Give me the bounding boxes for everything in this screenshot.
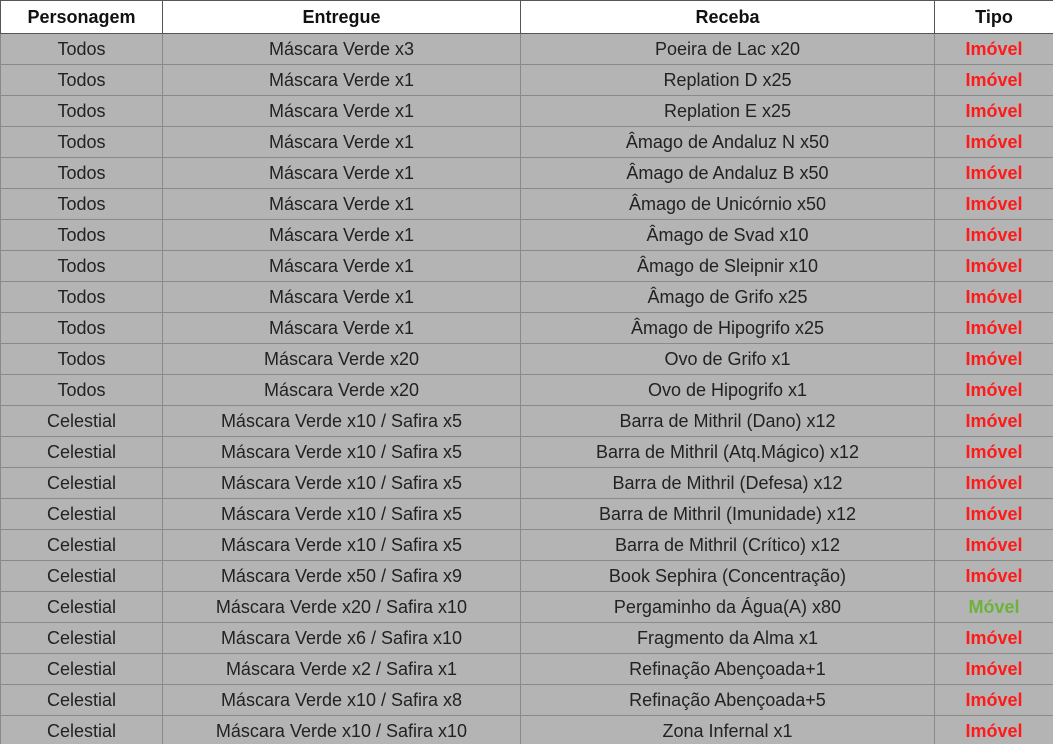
cell-receba: Pergaminho da Água(A) x80	[521, 592, 935, 623]
cell-tipo: Imóvel	[935, 127, 1053, 158]
cell-entregue: Máscara Verde x1	[163, 65, 521, 96]
cell-tipo: Imóvel	[935, 220, 1053, 251]
table-row	[1, 406, 1053, 437]
cell-personagem: Celestial	[1, 499, 163, 530]
cell-tipo: Imóvel	[935, 65, 1053, 96]
cell-receba: Âmago de Hipogrifo x25	[521, 313, 935, 344]
cell-personagem: Todos	[1, 375, 163, 406]
cell-entregue: Máscara Verde x50 / Safira x9	[163, 561, 521, 592]
cell-entregue: Máscara Verde x1	[163, 96, 521, 127]
table-row	[1, 344, 1053, 375]
cell-personagem: Celestial	[1, 406, 163, 437]
cell-personagem: Celestial	[1, 623, 163, 654]
cell-receba: Refinação Abençoada+1	[521, 654, 935, 685]
cell-receba: Fragmento da Alma x1	[521, 623, 935, 654]
table-row	[1, 127, 1053, 158]
cell-entregue: Máscara Verde x10 / Safira x5	[163, 530, 521, 561]
cell-entregue: Máscara Verde x10 / Safira x5	[163, 437, 521, 468]
cell-entregue: Máscara Verde x1	[163, 251, 521, 282]
cell-receba: Zona Infernal x1	[521, 716, 935, 744]
cell-receba: Replation E x25	[521, 96, 935, 127]
cell-personagem: Todos	[1, 189, 163, 220]
cell-tipo: Imóvel	[935, 375, 1053, 406]
cell-receba: Ovo de Hipogrifo x1	[521, 375, 935, 406]
cell-personagem: Todos	[1, 313, 163, 344]
cell-entregue: Máscara Verde x1	[163, 189, 521, 220]
cell-receba: Barra de Mithril (Imunidade) x12	[521, 499, 935, 530]
cell-entregue: Máscara Verde x10 / Safira x8	[163, 685, 521, 716]
table-row	[1, 375, 1053, 406]
table-row	[1, 189, 1053, 220]
table-row	[1, 158, 1053, 189]
cell-personagem: Todos	[1, 282, 163, 313]
cell-entregue: Máscara Verde x20	[163, 375, 521, 406]
cell-entregue: Máscara Verde x1	[163, 282, 521, 313]
table-row	[1, 468, 1053, 499]
cell-entregue: Máscara Verde x10 / Safira x5	[163, 406, 521, 437]
cell-tipo: Imóvel	[935, 561, 1053, 592]
cell-receba: Âmago de Grifo x25	[521, 282, 935, 313]
cell-personagem: Todos	[1, 158, 163, 189]
table-body	[1, 34, 1053, 744]
cell-receba: Âmago de Andaluz N x50	[521, 127, 935, 158]
cell-receba: Barra de Mithril (Atq.Mágico) x12	[521, 437, 935, 468]
cell-personagem: Celestial	[1, 468, 163, 499]
cell-tipo: Imóvel	[935, 716, 1053, 744]
cell-tipo: Imóvel	[935, 189, 1053, 220]
cell-tipo: Imóvel	[935, 251, 1053, 282]
cell-entregue: Máscara Verde x20	[163, 344, 521, 375]
cell-entregue: Máscara Verde x10 / Safira x10	[163, 716, 521, 744]
cell-personagem: Celestial	[1, 654, 163, 685]
cell-personagem: Todos	[1, 251, 163, 282]
cell-personagem: Celestial	[1, 716, 163, 744]
cell-tipo: Imóvel	[935, 282, 1053, 313]
table-row	[1, 282, 1053, 313]
cell-receba: Âmago de Andaluz B x50	[521, 158, 935, 189]
cell-entregue: Máscara Verde x2 / Safira x1	[163, 654, 521, 685]
cell-tipo: Imóvel	[935, 654, 1053, 685]
cell-entregue: Máscara Verde x1	[163, 158, 521, 189]
cell-personagem: Todos	[1, 96, 163, 127]
cell-tipo: Móvel	[935, 592, 1053, 623]
cell-tipo: Imóvel	[935, 499, 1053, 530]
cell-tipo: Imóvel	[935, 437, 1053, 468]
cell-receba: Barra de Mithril (Defesa) x12	[521, 468, 935, 499]
cell-personagem: Celestial	[1, 530, 163, 561]
table-row	[1, 251, 1053, 282]
cell-personagem: Celestial	[1, 561, 163, 592]
cell-tipo: Imóvel	[935, 344, 1053, 375]
cell-tipo: Imóvel	[935, 530, 1053, 561]
cell-personagem: Todos	[1, 344, 163, 375]
cell-receba: Barra de Mithril (Crítico) x12	[521, 530, 935, 561]
table-row	[1, 499, 1053, 530]
cell-receba: Barra de Mithril (Dano) x12	[521, 406, 935, 437]
column-header-tipo: Tipo	[935, 1, 1053, 34]
cell-receba: Book Sephira (Concentração)	[521, 561, 935, 592]
header-row	[1, 1, 1053, 34]
table-row	[1, 313, 1053, 344]
table-row	[1, 561, 1053, 592]
table-row	[1, 592, 1053, 623]
cell-entregue: Máscara Verde x10 / Safira x5	[163, 499, 521, 530]
column-header-personagem: Personagem	[1, 1, 163, 34]
cell-personagem: Celestial	[1, 685, 163, 716]
table-row	[1, 530, 1053, 561]
cell-tipo: Imóvel	[935, 313, 1053, 344]
cell-entregue: Máscara Verde x10 / Safira x5	[163, 468, 521, 499]
table-row	[1, 96, 1053, 127]
cell-tipo: Imóvel	[935, 406, 1053, 437]
table-row	[1, 65, 1053, 96]
cell-tipo: Imóvel	[935, 685, 1053, 716]
table-row	[1, 437, 1053, 468]
cell-entregue: Máscara Verde x20 / Safira x10	[163, 592, 521, 623]
cell-personagem: Todos	[1, 34, 163, 65]
cell-entregue: Máscara Verde x3	[163, 34, 521, 65]
cell-personagem: Celestial	[1, 437, 163, 468]
cell-receba: Poeira de Lac x20	[521, 34, 935, 65]
column-header-entregue: Entregue	[163, 1, 521, 34]
cell-personagem: Celestial	[1, 592, 163, 623]
cell-receba: Ovo de Grifo x1	[521, 344, 935, 375]
table-row	[1, 654, 1053, 685]
table-row	[1, 623, 1053, 654]
table-header	[1, 1, 1053, 34]
cell-entregue: Máscara Verde x1	[163, 127, 521, 158]
table-row	[1, 34, 1053, 65]
cell-entregue: Máscara Verde x6 / Safira x10	[163, 623, 521, 654]
table-row	[1, 716, 1053, 744]
cell-tipo: Imóvel	[935, 623, 1053, 654]
column-header-receba: Receba	[521, 1, 935, 34]
cell-receba: Âmago de Sleipnir x10	[521, 251, 935, 282]
table-row	[1, 685, 1053, 716]
cell-tipo: Imóvel	[935, 468, 1053, 499]
cell-personagem: Todos	[1, 65, 163, 96]
cell-entregue: Máscara Verde x1	[163, 220, 521, 251]
cell-personagem: Todos	[1, 127, 163, 158]
cell-tipo: Imóvel	[935, 34, 1053, 65]
cell-personagem: Todos	[1, 220, 163, 251]
table-row	[1, 220, 1053, 251]
cell-receba: Âmago de Svad x10	[521, 220, 935, 251]
cell-receba: Refinação Abençoada+5	[521, 685, 935, 716]
cell-tipo: Imóvel	[935, 158, 1053, 189]
cell-receba: Replation D x25	[521, 65, 935, 96]
cell-receba: Âmago de Unicórnio x50	[521, 189, 935, 220]
cell-tipo: Imóvel	[935, 96, 1053, 127]
cell-entregue: Máscara Verde x1	[163, 313, 521, 344]
